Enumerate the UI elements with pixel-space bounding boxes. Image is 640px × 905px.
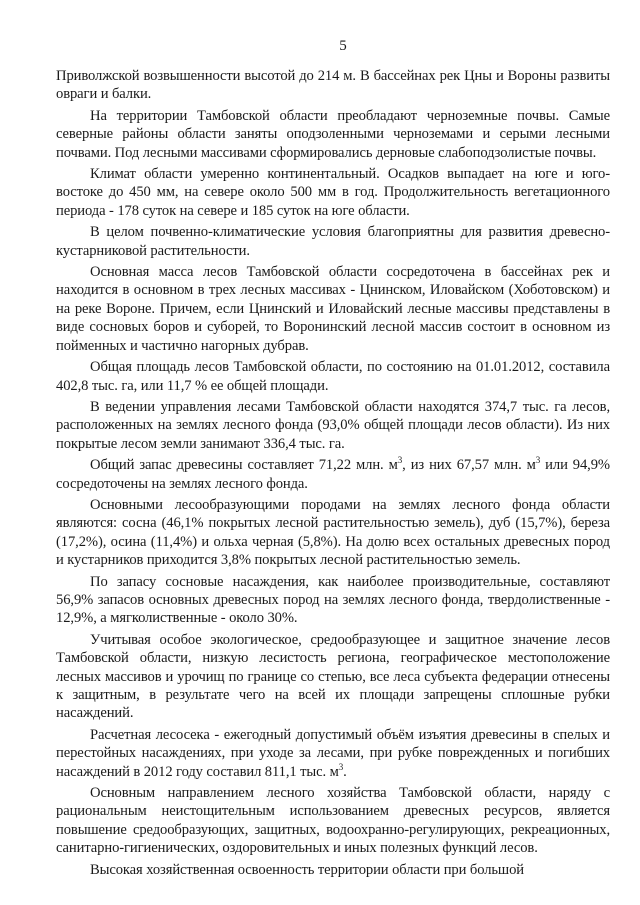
superscript-3: 3 — [397, 455, 403, 466]
timber-stock-text-3: или 94,9% сосредоточены на землях лесного фонда. — [56, 457, 610, 492]
paragraph-climate: Климат области умеренно континентальный. Осадков выпадает на юге и юго-востоке до 450 мм, на севере около 500 мм в год. Продолжительность вегетационного периода - 178 суток на севере и 185 суток на юге области. — [56, 166, 610, 219]
page-number: 5 — [339, 38, 347, 54]
paragraph-protective: Учитывая особое экологическое, средообразующее и защитное значение лесов Тамбовской области, низкую лесистость региона, географическое местоположение лесных массивов и урочищ по границе со степью, все леса субъекта федерации отнесены к защитным, в результате чего на всей их площади запрещены сплошные рубки насаждений. — [56, 631, 610, 722]
timber-stock-text-1: Общий запас древесины составляет 71,22 млн. м — [90, 457, 398, 474]
superscript-3: 3 — [338, 761, 344, 772]
paragraph-pine-stock: По запасу сосновые насаждения, как наиболее производительные, составляют 56,9% запасов основных древесных пород на землях лесного фонда, твердолиственные - 12,9%, а мягколиственные - около 30%. — [56, 573, 610, 627]
paragraph-allowable-cut — [56, 726, 610, 781]
paragraph-species: Основными лесообразующими породами на землях лесного фонда области являются: сосна (46,1% покрытых лесной растительностью земель), дуб (15,7%), береза (17,2%), осина (11,4%) и ольха черная (5,8%). На долю всех остальных древесных пород и кустарников приходится 3,8% покрытых лесной растительностью земель. — [56, 496, 610, 569]
paragraph-forest-massifs: Основная масса лесов Тамбовской области сосредоточена в бассейнах рек и находится в основном в трех лесных массивах - Цнинском, Иловайском (Хоботовском) и на реке Вороне. Причем, если Цнинский и Иловайский лесные массивы представлены в виде сосновых боров и суборей, то Воронинский лесной массив состоит в основном из пойменных и частично нагорных дубрав. — [56, 264, 610, 354]
body-text — [56, 67, 610, 879]
timber-stock-text-2: , из них 67,57 млн. м — [402, 457, 536, 474]
allowable-cut-text-1: Расчетная лесосека - ежегодный допустимый объём изъятия древесины в спелых и перестойных насаждениях, при уходе за лесами, при рубке поврежденных и погибших насаждений в 2012 году составил 811,1 тыс. м — [56, 726, 610, 780]
paragraph-economic-development: Высокая хозяйственная освоенность территории области при большой — [90, 861, 524, 878]
paragraph-continuation: Приволжской возвышенности высотой до 214 м. В бассейнах рек Цны и Вороны развиты овраги и балки. — [56, 68, 610, 103]
paragraph-total-area: Общая площадь лесов Тамбовской области, по состоянию на 01.01.2012, составила 402,8 тыс. га, или 11,7 % ее общей площади. — [56, 359, 610, 394]
paragraph-conditions: В целом почвенно-климатические условия благоприятны для развития древесно-кустарниковой растительности. — [56, 224, 610, 259]
superscript-3: 3 — [535, 455, 541, 466]
allowable-cut-text-2: . — [343, 763, 347, 780]
paragraph-soils: На территории Тамбовской области преобладают черноземные почвы. Самые северные районы области заняты оподзоленными черноземами и серыми лесными почвами. Под лесными массивами сформировались дерновые слабоподзолистые почвы. — [56, 107, 610, 161]
paragraph-forest-fund: В ведении управления лесами Тамбовской области находятся 374,7 тыс. га лесов, расположенных на землях лесного фонда (93,0% общей площади лесов области). Из них покрытые лесом земли занимают 336,4 тыс. га. — [56, 398, 610, 452]
paragraph-timber-stock — [56, 456, 610, 493]
paragraph-main-direction: Основным направлением лесного хозяйства Тамбовской области, наряду с рациональным неистощительным использованием древесных ресурсов, является повышение средообразующих, защитных, водоохранно-регулирующих, рекреационных, санитарно-гигиенических, оздоровительных и иных полезных функций лесов. — [56, 785, 610, 857]
